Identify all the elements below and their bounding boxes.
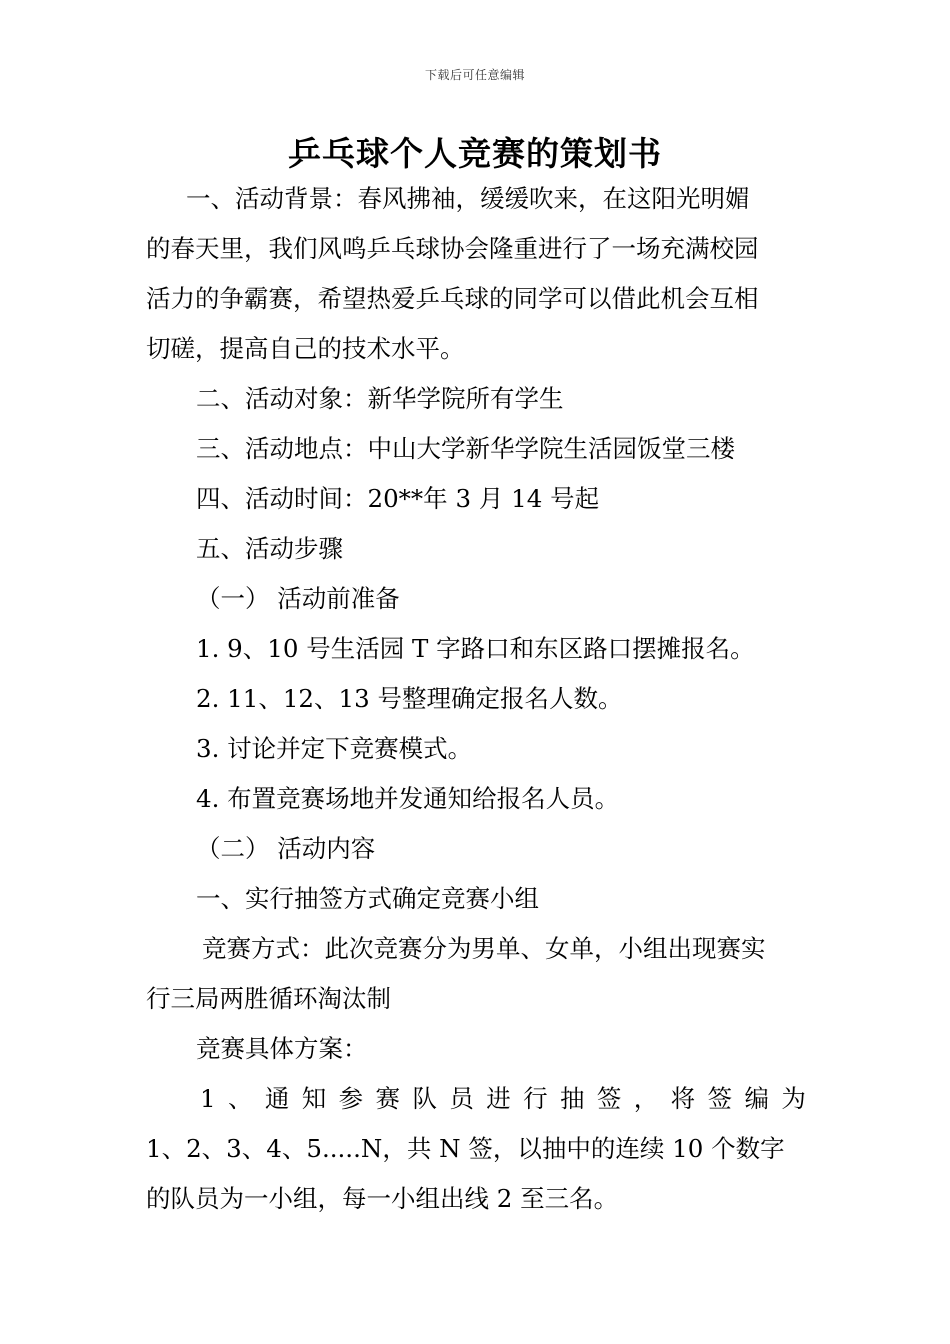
spaced-char: 、	[227, 1084, 253, 1113]
paragraph-line	[146, 1124, 806, 1174]
paragraph-text: 活力的争霸赛，希望热爱乒乓球的同学可以借此机会互相	[146, 284, 759, 313]
paragraph-line	[146, 1024, 856, 1074]
paragraph-line	[146, 474, 856, 524]
spaced-char: 通	[264, 1084, 290, 1113]
paragraph-text: 竞赛具体方案：	[196, 1034, 368, 1063]
paragraph-line	[146, 674, 856, 724]
paragraph-line	[146, 724, 856, 774]
paragraph-text: （二） 活动内容	[196, 834, 376, 863]
spaced-char: 进	[486, 1084, 511, 1113]
paragraph-text: 3. 讨论并定下竞赛模式。	[196, 734, 473, 763]
paragraph-text: 行三局两胜循环淘汰制	[146, 984, 391, 1013]
paragraph-line-spaced	[146, 1074, 806, 1124]
paragraph-line	[146, 924, 862, 974]
paragraph-text: 竞赛方式：此次竞赛分为男单、女单，小组出现赛实	[202, 934, 766, 963]
paragraph-text: 4. 布置竞赛场地并发通知给报名人员。	[196, 784, 620, 813]
paragraph-line	[146, 274, 806, 324]
paragraph-text: 的春天里，我们风鸣乒乓球协会隆重进行了一场充满校园	[146, 234, 759, 263]
spaced-char: 将	[670, 1084, 696, 1113]
spaced-char: 参	[338, 1084, 364, 1113]
paragraph-text: 四、活动时间：20**年 3 月 14 号起	[196, 484, 600, 513]
paragraph-line	[146, 524, 856, 574]
paragraph-line	[146, 574, 856, 624]
paragraph-text: 一、实行抽签方式确定竞赛小组	[196, 884, 539, 913]
paragraph-text: 三、活动地点：中山大学新华学院生活园饭堂三楼	[196, 434, 735, 463]
paragraph-line	[146, 424, 856, 474]
spaced-char: 员	[449, 1084, 474, 1113]
paragraph-line	[146, 224, 806, 274]
paragraph-text: 二、活动对象：新华学院所有学生	[196, 384, 564, 413]
paragraph-line	[146, 874, 856, 924]
paragraph-text: 2. 11、12、13 号整理确定报名人数。	[196, 684, 623, 713]
spaced-char: ，	[633, 1084, 659, 1113]
paragraph-text: 1. 9、10 号生活园 T 字路口和东区路口摆摊报名。	[196, 634, 755, 663]
spaced-char: 为	[781, 1084, 806, 1113]
spaced-char: 知	[301, 1084, 327, 1113]
paragraph-line	[146, 974, 806, 1024]
paragraph-text: 1、2、3、4、5.....N，共 N 签，以抽中的连续 10 个数字	[146, 1134, 785, 1163]
spaced-char: 队	[412, 1084, 437, 1113]
spaced-char: 签	[707, 1084, 733, 1113]
paragraph-text: 的队员为一小组，每一小组出线 2 至三名。	[146, 1184, 619, 1213]
paragraph-line	[146, 324, 806, 374]
paragraph-line	[146, 824, 856, 874]
paragraph-line	[146, 174, 806, 224]
spaced-char: 1	[200, 1084, 216, 1113]
spaced-char: 赛	[375, 1084, 401, 1113]
paragraph-line	[146, 374, 856, 424]
spaced-char: 编	[744, 1084, 769, 1113]
paragraph-line	[146, 1174, 806, 1224]
paragraph-line	[146, 624, 856, 674]
spaced-char: 签	[596, 1084, 622, 1113]
document-title: 乒乓球个人竞赛的策划书	[288, 134, 662, 173]
header-note: 下载后可任意编辑	[424, 68, 525, 82]
spaced-char: 行	[523, 1084, 548, 1113]
spaced-text	[146, 1074, 806, 1124]
spaced-char: 抽	[560, 1084, 585, 1113]
paragraph-text: 切磋，提高自己的技术水平。	[146, 334, 465, 363]
paragraph-text: 五、活动步骤	[196, 534, 343, 563]
paragraph-line	[146, 774, 856, 824]
paragraph-text: 一、活动背景：春风拂袖，缓缓吹来，在这阳光明媚	[186, 184, 750, 213]
paragraph-text: （一） 活动前准备	[196, 584, 400, 613]
